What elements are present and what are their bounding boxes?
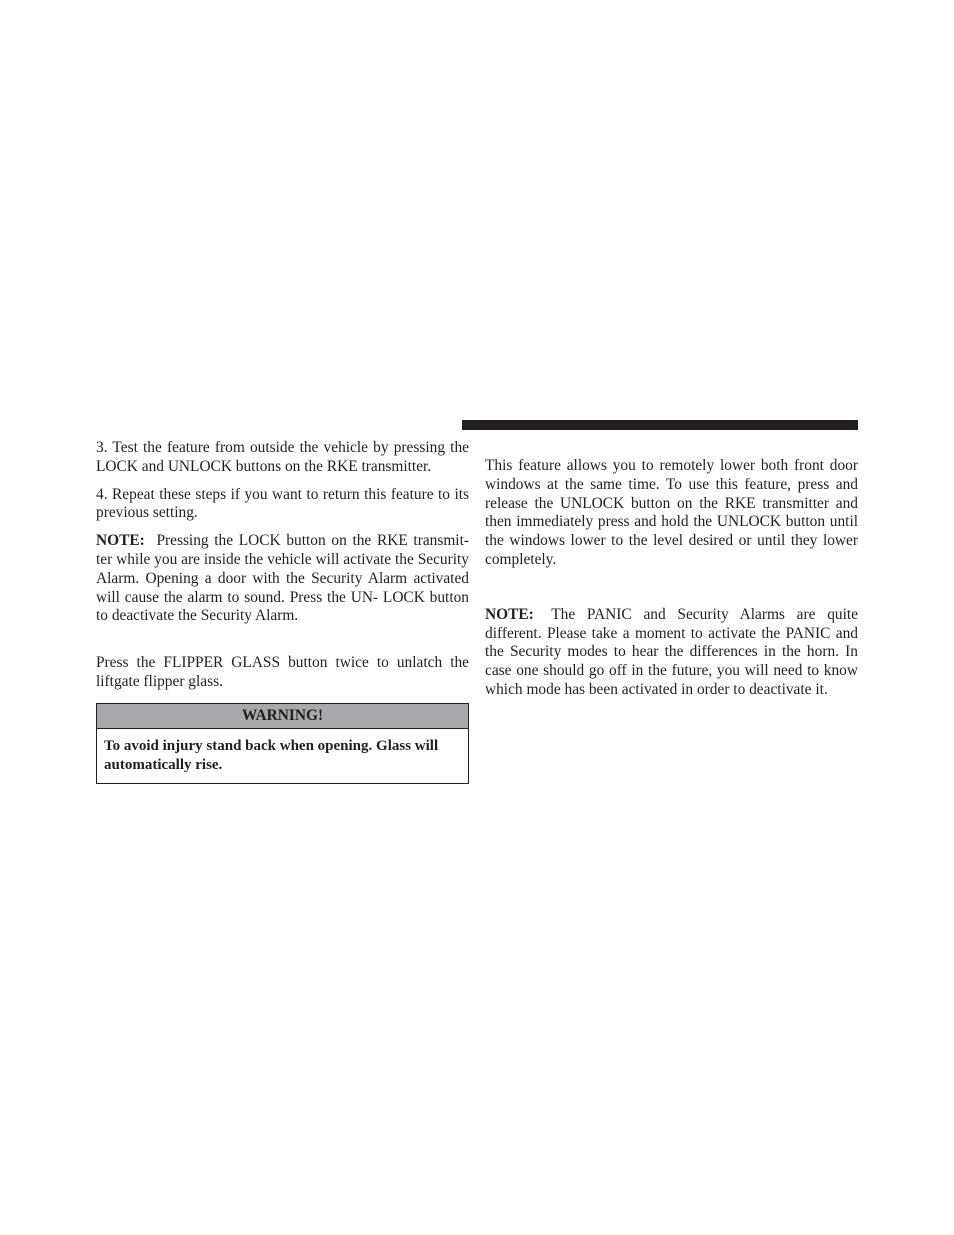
warning-box [96,703,469,784]
section-divider-bar [462,420,858,430]
note-label: NOTE: [96,532,145,550]
note-paragraph [96,532,469,626]
warning-text: To avoid injury stand back when opening. Glass will automatically rise. [104,737,439,773]
step-4-paragraph: 4. Repeat these steps if you want to return this feature to its previous setting. [96,485,469,522]
left-column [96,439,469,784]
flipper-glass-paragraph: Press the FLIPPER GLASS button twice to unlatch the liftgate flipper glass. [96,654,469,690]
right-column [485,457,858,700]
note-text: The PANIC and Security Alarms are quite different. Please take a moment to activate the PANIC and the Security modes to hear the differences in the horn. In case one should go off in the future, you will need to know which mode has been activated in order to deactivate it. [485,605,858,698]
step-3-paragraph: 3. Test the feature from outside the vehicle by pressing the LOCK and UNLOCK buttons on the RKE transmitter. [96,439,469,475]
warning-title: WARNING! [97,704,468,729]
note-label: NOTE: [485,605,534,623]
note-text: Pressing the LOCK button on the RKE transmit- ter while you are inside the vehicle will activate the Security Alarm. Opening a door with the Security Alarm activated will cause the alarm to sound. Press the UN- LOCK button to deactivate the Security Alarm. [96,532,469,625]
remote-windows-paragraph: This feature allows you to remotely lower both front door windows at the same time. To use this feature, press and release the UNLOCK button on the RKE transmitter and then immediately press and hold the UNLOCK button until the windows lower to the level desired or until they lower completely. [485,457,858,568]
panic-note-paragraph [485,606,858,700]
